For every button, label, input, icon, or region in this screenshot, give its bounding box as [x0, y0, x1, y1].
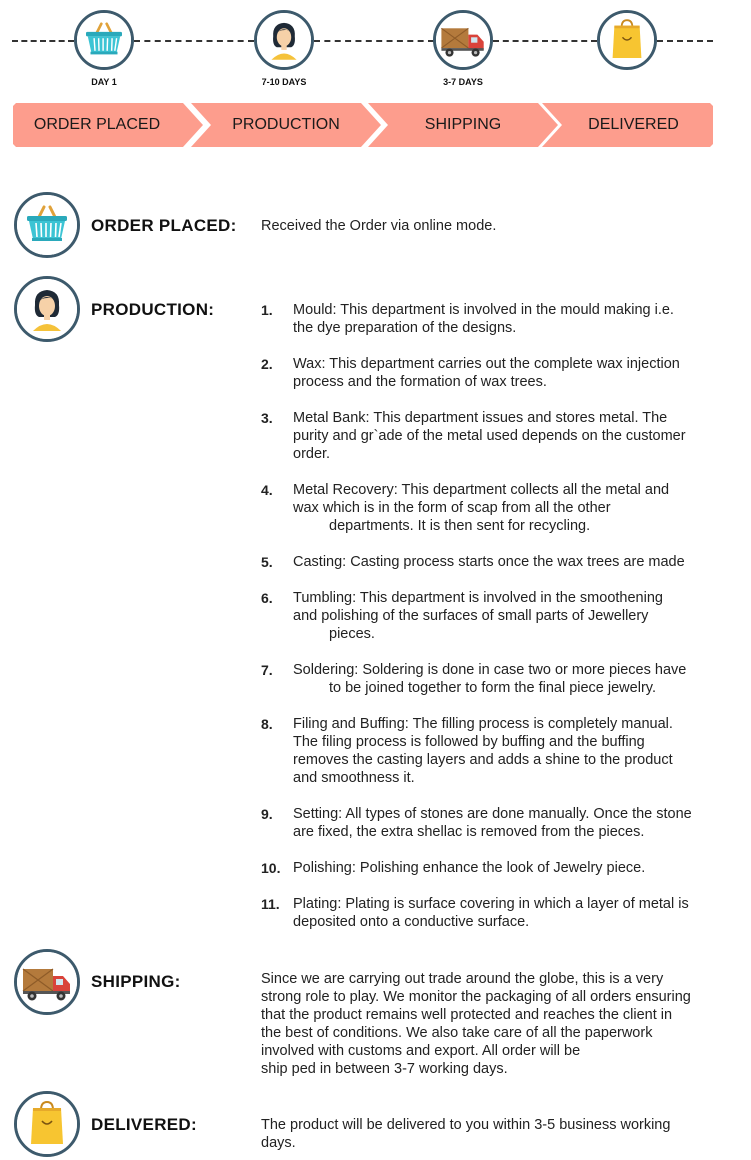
list-item-number: 9.	[261, 806, 273, 822]
list-item-number: 8.	[261, 716, 273, 732]
list-item-line: wax which is in the form of scap from all the other	[293, 500, 611, 516]
delivered-text	[261, 1116, 741, 1152]
list-item	[293, 589, 738, 643]
shipping-line: that the product remains well protected and reaches the client in	[261, 1007, 673, 1023]
list-item-number: 5.	[261, 554, 273, 570]
list-item	[293, 715, 738, 787]
list-item	[293, 355, 738, 391]
list-item-number: 4.	[261, 482, 273, 498]
list-item-line: order.	[293, 446, 331, 462]
timeline-dash	[657, 40, 713, 42]
list-item-line: Metal Recovery: This department collects all the metal and	[293, 482, 670, 498]
stage-shipping	[368, 103, 558, 147]
section-title-delivered: DELIVERED:	[91, 1115, 197, 1134]
delivered-line: days.	[261, 1135, 296, 1151]
list-item-line: deposited onto a conductive surface.	[293, 914, 530, 930]
list-item-line: purity and gr`ade of the metal used depends on the customer	[293, 428, 686, 444]
basket-icon	[74, 10, 134, 70]
list-item-line: Soldering: Soldering is done in case two or more pieces have	[293, 662, 687, 678]
list-item-line: Tumbling: This department is involved in the smoothening	[293, 590, 663, 606]
list-item-line: to be joined together to form the final piece jewelry.	[329, 680, 656, 696]
shipping-line: the best of conditions. We also take care of all the paperwork	[261, 1025, 653, 1041]
delivered-line: The product will be delivered to you within 3-5 business working	[261, 1117, 671, 1133]
list-item-line: process and the formation of wax trees.	[293, 374, 547, 390]
list-item-line: Filing and Buffing: The filling process is completely manual.	[293, 716, 673, 732]
shipping-line: Since we are carrying out trade around the globe, this is a very	[261, 971, 664, 987]
timeline-dash	[134, 40, 254, 42]
list-item	[293, 301, 738, 337]
list-item	[293, 409, 738, 463]
list-item-number: 6.	[261, 590, 273, 606]
list-item-line: Setting: All types of stones are done manually. Once the stone	[293, 806, 692, 822]
list-item-line: The filing process is followed by buffing and the buffing	[293, 734, 645, 750]
list-item-line: Casting: Casting process starts once the wax trees are made	[293, 554, 685, 570]
list-item-number: 2.	[261, 356, 273, 372]
list-item-line: removes the casting layers and adds a shine to the product	[293, 752, 673, 768]
shipping-line: involved with customs and export. All order will be	[261, 1043, 581, 1059]
list-item-line: are fixed, the extra shellac is removed from the pieces.	[293, 824, 645, 840]
timeline-dash	[12, 40, 74, 42]
truck-icon	[433, 10, 493, 70]
list-item	[293, 661, 738, 697]
list-item	[293, 553, 738, 571]
list-item-line: Wax: This department carries out the complete wax injection	[293, 356, 680, 372]
list-item-line: Plating: Plating is surface covering in which a layer of metal is	[293, 896, 689, 912]
shopping-bag-icon	[14, 1091, 80, 1157]
stage-delivered	[542, 103, 713, 147]
worker-icon	[254, 10, 314, 70]
stage-label: ORDER PLACED	[33, 116, 161, 133]
list-item	[293, 859, 738, 877]
shipping-line: strong role to play. We monitor the packaging of all orders ensuring	[261, 989, 691, 1005]
list-item	[293, 895, 738, 931]
duration-label: 7-10 DAYS	[261, 77, 307, 87]
list-item	[293, 805, 738, 841]
stage-label: DELIVERED	[588, 116, 679, 133]
order-text: Received the Order via online mode.	[261, 218, 497, 234]
list-item-line: Polishing: Polishing enhance the look of Jewelry piece.	[293, 860, 646, 876]
list-item-line: Metal Bank: This department issues and stores metal. The	[293, 410, 668, 426]
shopping-bag-icon	[597, 10, 657, 70]
basket-icon	[14, 192, 80, 258]
list-item-number: 3.	[261, 410, 273, 426]
list-item-number: 10.	[261, 860, 281, 876]
list-item-line: Mould: This department is involved in the mould making i.e.	[293, 302, 674, 318]
section-title-shipping: SHIPPING:	[91, 972, 181, 991]
truck-icon	[14, 949, 80, 1015]
section-title-production: PRODUCTION:	[91, 300, 215, 319]
duration-label: 3-7 DAYS	[443, 77, 483, 87]
section-title-order: ORDER PLACED:	[91, 216, 237, 235]
list-item-line: pieces.	[329, 626, 375, 642]
duration-label: DAY 1	[91, 77, 117, 87]
list-item-line: and smoothness it.	[293, 770, 415, 786]
shipping-text	[261, 970, 746, 1078]
stage-order-placed	[13, 103, 203, 147]
shipping-line: ship ped in between 3-7 working days.	[261, 1061, 508, 1077]
stage-label: PRODUCTION	[232, 116, 340, 133]
timeline-dash	[493, 40, 597, 42]
worker-icon	[14, 276, 80, 342]
stage-production	[191, 103, 381, 147]
list-item-number: 7.	[261, 662, 273, 678]
list-item-number: 1.	[261, 302, 273, 318]
list-item-line: and polishing of the surfaces of small parts of Jewellery	[293, 608, 649, 624]
stage-label: SHIPPING	[424, 116, 502, 133]
list-item	[293, 481, 738, 535]
list-item-line: the dye preparation of the designs.	[293, 320, 517, 336]
list-item-line: departments. It is then sent for recycling.	[329, 518, 591, 534]
timeline-dash	[314, 40, 434, 42]
list-item-number: 11.	[261, 896, 280, 912]
